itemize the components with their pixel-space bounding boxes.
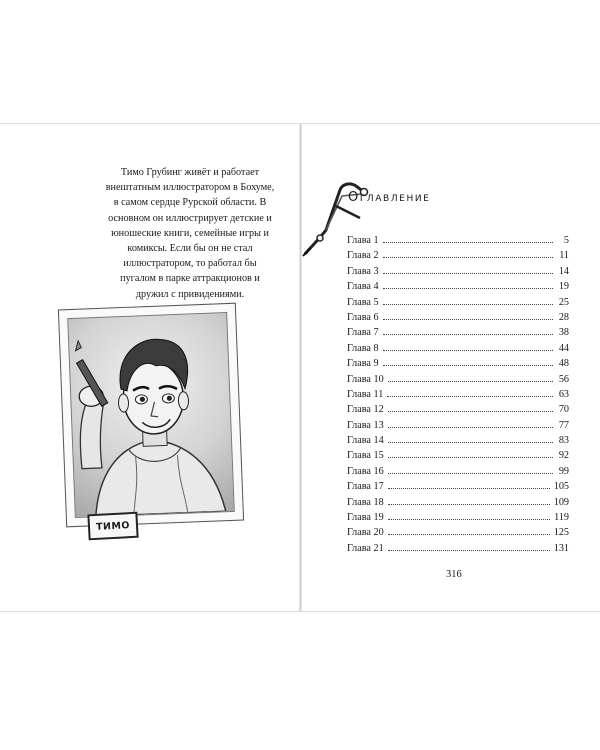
toc-entry-label: Глава 2 [347, 250, 379, 262]
toc-entry-page: 105 [553, 481, 569, 493]
page-number: 316 [446, 569, 462, 580]
toc-entry-label: Глава 15 [347, 450, 384, 462]
toc-entry-page: 28 [558, 311, 569, 323]
toc-entry [347, 374, 569, 389]
toc-entry-page: 99 [558, 465, 569, 477]
toc-entry [347, 481, 569, 496]
toc-entry-label: Глава 13 [347, 419, 384, 431]
toc-leader-dots [388, 488, 550, 489]
toc-entry-label: Глава 7 [347, 327, 379, 339]
toc-leader-dots [387, 396, 553, 397]
toc-entry [347, 389, 569, 404]
toc-entry-label: Глава 10 [347, 373, 384, 385]
toc-entry-page: 56 [558, 373, 569, 385]
toc-entry [347, 266, 569, 281]
toc-leader-dots [388, 457, 553, 458]
toc-entry-label: Глава 20 [347, 527, 384, 539]
toc-leader-dots [383, 242, 553, 243]
toc-title: Оглавление [348, 190, 431, 205]
toc-entry-label: Глава 17 [347, 481, 384, 493]
toc-entry [347, 497, 569, 512]
toc-entry [347, 312, 569, 327]
toc-leader-dots [383, 288, 553, 289]
toc-leader-dots [388, 473, 553, 474]
toc-entry [347, 543, 569, 558]
toc-leader-dots [388, 550, 550, 551]
portrait-drawing [68, 313, 233, 517]
author-portrait [58, 303, 244, 528]
toc-entry [347, 450, 569, 465]
toc-entry-label: Глава 18 [347, 496, 384, 508]
toc-entry-label: Глава 16 [347, 465, 384, 477]
toc-entry-page: 77 [558, 419, 569, 431]
toc-entry-page: 83 [558, 435, 569, 447]
toc-leader-dots [383, 257, 553, 258]
toc-entry-page: 5 [563, 235, 569, 246]
toc-entry [347, 297, 569, 312]
toc-entry-label: Глава 21 [347, 542, 384, 554]
toc-entry-label: Глава 5 [347, 296, 379, 308]
toc-entry [347, 250, 569, 265]
toc-leader-dots [383, 319, 553, 320]
toc-entry [347, 281, 569, 296]
author-bio: Тимо Грубинг живёт и работает внештатным иллюстратором в Бохуме, в самом сердце Рурской области. В основном он иллюстрирует детские и юношеские книги, семейные игры и комиксы. Если бы он не стал иллюстратором, то работал бы пугалом в парке аттракционов и дружил с привидениями. [105, 167, 275, 300]
toc-entry [347, 466, 569, 481]
toc-entry [347, 512, 569, 527]
toc-entry-page: 109 [553, 496, 569, 508]
toc-entry [347, 435, 569, 450]
toc-leader-dots [383, 304, 553, 305]
toc-entry [347, 327, 569, 342]
toc-entry-label: Глава 12 [347, 404, 384, 416]
table-of-contents [347, 235, 569, 558]
toc-leader-dots [383, 365, 553, 366]
toc-entry [347, 404, 569, 419]
toc-entry [347, 358, 569, 373]
toc-entry-label: Глава 9 [347, 358, 379, 370]
toc-entry-page: 70 [558, 404, 569, 416]
toc-leader-dots [388, 534, 550, 535]
toc-entry [347, 235, 569, 250]
toc-leader-dots [388, 427, 553, 428]
toc-entry [347, 343, 569, 358]
toc-entry-label: Глава 1 [347, 235, 379, 246]
toc-leader-dots [388, 442, 553, 443]
toc-entry-page: 63 [558, 388, 569, 400]
toc-entry-page: 14 [558, 265, 569, 277]
toc-entry-page: 38 [558, 327, 569, 339]
toc-leader-dots [388, 381, 553, 382]
toc-entry [347, 527, 569, 542]
toc-entry-page: 19 [558, 281, 569, 293]
toc-leader-dots [383, 334, 553, 335]
toc-entry-label: Глава 11 [347, 388, 384, 400]
toc-entry-page: 44 [558, 342, 569, 354]
toc-entry-page: 11 [559, 250, 569, 262]
toc-entry-page: 48 [558, 358, 569, 370]
toc-entry-label: Глава 3 [347, 265, 379, 277]
toc-entry-page: 131 [553, 542, 569, 554]
toc-leader-dots [388, 519, 550, 520]
toc-entry-label: Глава 6 [347, 311, 379, 323]
portrait-illustration [67, 312, 235, 518]
toc-entry-label: Глава 14 [347, 435, 384, 447]
toc-leader-dots [388, 411, 553, 412]
toc-leader-dots [383, 273, 553, 274]
toc-leader-dots [383, 350, 553, 351]
toc-entry-label: Глава 19 [347, 512, 384, 524]
toc-entry-label: Глава 4 [347, 281, 379, 293]
toc-entry-page: 25 [558, 296, 569, 308]
toc-entry-page: 92 [558, 450, 569, 462]
toc-entry [347, 420, 569, 435]
spread-bottom-edge [0, 611, 600, 612]
toc-leader-dots [388, 504, 550, 505]
portrait-name-tag: ТИМО [87, 512, 138, 541]
toc-entry-page: 125 [553, 527, 569, 539]
toc-entry-page: 119 [554, 512, 569, 524]
toc-entry-label: Глава 8 [347, 342, 379, 354]
